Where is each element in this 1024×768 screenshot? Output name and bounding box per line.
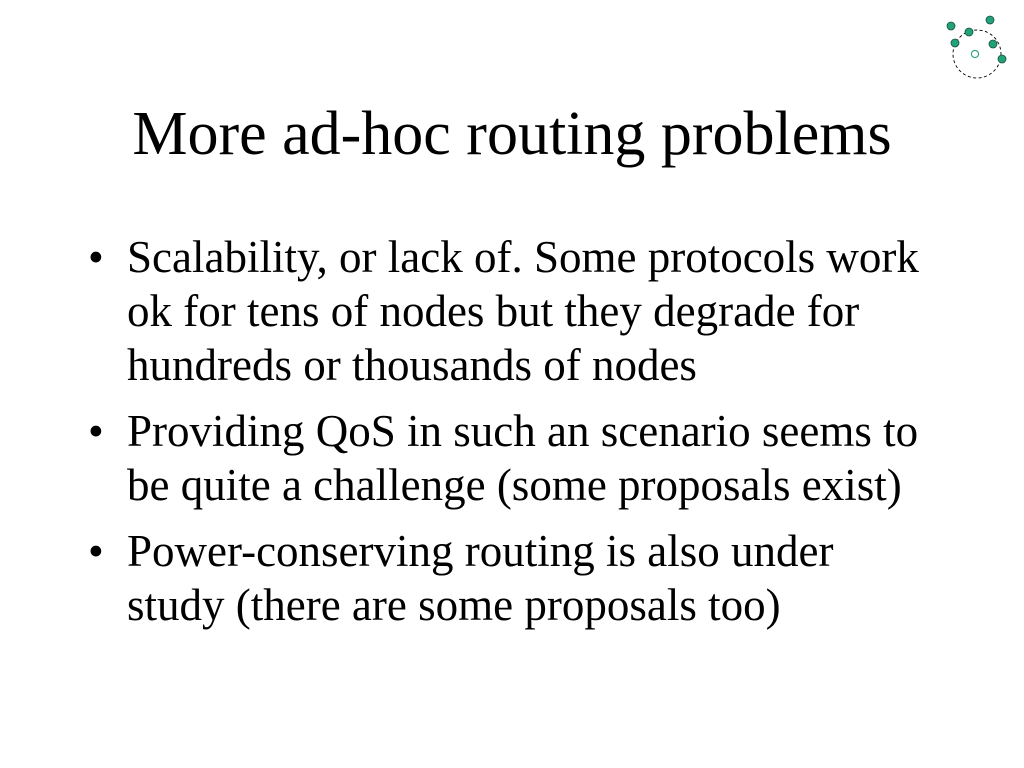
network-node: [965, 28, 973, 36]
network-node: [947, 22, 955, 30]
network-node: [989, 40, 997, 48]
slide-title: More ad-hoc routing problems: [132, 100, 892, 168]
bullet-list: [88, 230, 938, 644]
bullet-item: [88, 524, 933, 632]
bullet-text: Power-conserving routing is also under study (there are some proposals too): [127, 526, 834, 630]
bullet-item: [88, 404, 933, 512]
network-node: [998, 55, 1006, 63]
network-node: [986, 16, 994, 24]
bullet-text: Scalability, or lack of. Some protocols work ok for tens of nodes but they degrade for hundreds or thousands of nodes: [127, 232, 919, 390]
network-node: [951, 39, 959, 47]
network-center-node: [971, 50, 978, 57]
bullet-item: [88, 230, 933, 392]
bullet-marker: •: [88, 406, 104, 456]
network-nodes-icon: [940, 10, 1012, 84]
bullet-marker: •: [88, 526, 104, 576]
bullet-marker: •: [88, 232, 104, 282]
bullet-text: Providing QoS in such an scenario seems to be quite a challenge (some proposals exist): [127, 406, 919, 510]
